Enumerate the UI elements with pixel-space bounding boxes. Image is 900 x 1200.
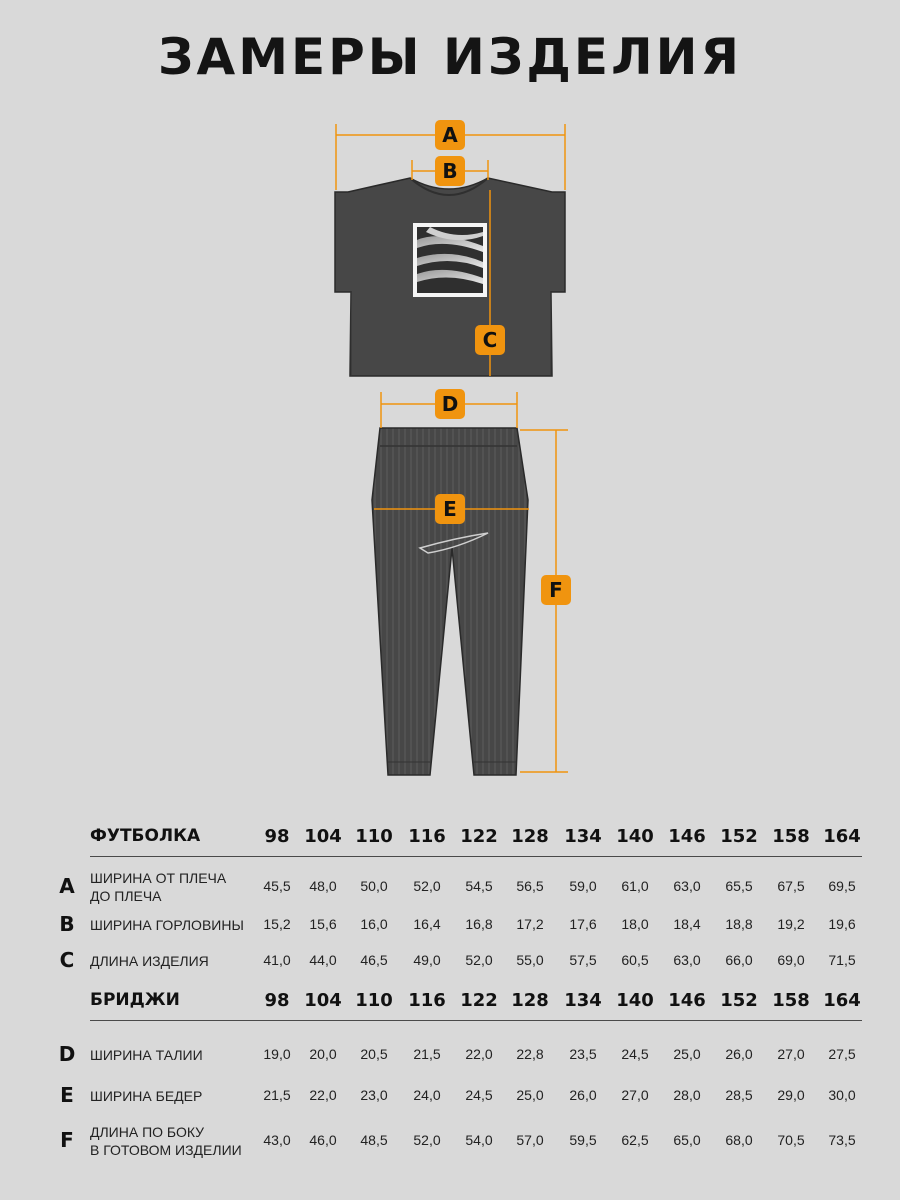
table-cell: 43,0 xyxy=(263,1132,291,1148)
size-header: 110 xyxy=(355,826,393,847)
row-label: ШИРИНА ГОРЛОВИНЫ xyxy=(90,917,244,933)
table-cell: 23,0 xyxy=(360,1087,388,1103)
table-cell: 45,5 xyxy=(263,878,291,894)
size-header: 122 xyxy=(460,826,498,847)
table-cell: 20,0 xyxy=(309,1046,337,1062)
table-cell: 30,0 xyxy=(828,1087,856,1103)
size-header: 98 xyxy=(264,990,290,1011)
table-cell: 56,5 xyxy=(516,878,544,894)
table-cell: 18,0 xyxy=(621,916,649,932)
table-cell: 69,0 xyxy=(777,952,805,968)
size-header: 116 xyxy=(408,990,446,1011)
table-cell: 21,5 xyxy=(263,1087,291,1103)
table-cell: 52,0 xyxy=(465,952,493,968)
table-cell: 73,5 xyxy=(828,1132,856,1148)
row-letter: E xyxy=(60,1083,74,1107)
table-cell: 17,6 xyxy=(569,916,597,932)
svg-text:A: A xyxy=(442,123,458,147)
table-cell: 65,5 xyxy=(725,878,753,894)
table-cell: 26,0 xyxy=(569,1087,597,1103)
size-header: 104 xyxy=(304,826,342,847)
breeches-drawing xyxy=(372,428,528,775)
page-title: ЗАМЕРЫ ИЗДЕЛИЯ xyxy=(158,28,742,86)
size-header: 128 xyxy=(511,826,549,847)
row-letter: B xyxy=(59,912,75,936)
size-header: 140 xyxy=(616,990,654,1011)
table-cell: 18,4 xyxy=(673,916,701,932)
table-cell: 16,8 xyxy=(465,916,493,932)
tshirt-name: ФУТБОЛКА xyxy=(90,826,201,846)
row-letter: D xyxy=(58,1042,76,1066)
table-cell: 67,5 xyxy=(777,878,805,894)
size-header: 110 xyxy=(355,990,393,1011)
table-cell: 17,2 xyxy=(516,916,544,932)
table-cell: 26,0 xyxy=(725,1046,753,1062)
size-header: 116 xyxy=(408,826,446,847)
breeches-header xyxy=(90,990,862,1021)
size-header: 104 xyxy=(304,990,342,1011)
table-cell: 28,5 xyxy=(725,1087,753,1103)
table-cell: 18,8 xyxy=(725,916,753,932)
marker-f xyxy=(541,575,571,605)
marker-b xyxy=(435,156,465,186)
table-cell: 24,5 xyxy=(621,1046,649,1062)
table-cell: 69,5 xyxy=(828,878,856,894)
row-letter: A xyxy=(59,874,75,898)
marker-c xyxy=(475,325,505,355)
size-header: 146 xyxy=(668,990,706,1011)
size-header: 134 xyxy=(564,990,602,1011)
size-header: 164 xyxy=(823,990,861,1011)
table-cell: 71,5 xyxy=(828,952,856,968)
svg-text:D: D xyxy=(441,392,459,416)
table-cell: 63,0 xyxy=(673,878,701,894)
table-cell: 68,0 xyxy=(725,1132,753,1148)
row-letter: C xyxy=(59,948,75,972)
size-header: 152 xyxy=(720,826,758,847)
svg-text:F: F xyxy=(549,578,563,602)
svg-text:C: C xyxy=(482,328,498,352)
table-cell: 66,0 xyxy=(725,952,753,968)
marker-a xyxy=(435,120,465,150)
table-cell: 23,5 xyxy=(569,1046,597,1062)
size-header: 164 xyxy=(823,826,861,847)
table-cell: 15,6 xyxy=(309,916,337,932)
table-cell: 16,0 xyxy=(360,916,388,932)
size-header: 158 xyxy=(772,826,810,847)
table-cell: 49,0 xyxy=(413,952,441,968)
table-cell: 24,5 xyxy=(465,1087,493,1103)
table-cell: 61,0 xyxy=(621,878,649,894)
size-header: 152 xyxy=(720,990,758,1011)
table-cell: 57,0 xyxy=(516,1132,544,1148)
tshirt-drawing xyxy=(335,178,565,376)
size-header: 98 xyxy=(264,826,290,847)
table-cell: 48,5 xyxy=(360,1132,388,1148)
size-header: 140 xyxy=(616,826,654,847)
table-cell: 55,0 xyxy=(516,952,544,968)
row-letter: F xyxy=(60,1128,74,1152)
table-cell: 24,0 xyxy=(413,1087,441,1103)
table-cell: 15,2 xyxy=(263,916,291,932)
row-label: ШИРИНА ОТ ПЛЕЧА ДО ПЛЕЧА xyxy=(90,870,227,904)
row-label: ДЛИНА ИЗДЕЛИЯ xyxy=(90,953,209,969)
marker-d xyxy=(435,389,465,419)
table-cell: 20,5 xyxy=(360,1046,388,1062)
table-cell: 70,5 xyxy=(777,1132,805,1148)
table-cell: 46,0 xyxy=(309,1132,337,1148)
row-label: ШИРИНА ТАЛИИ xyxy=(90,1047,203,1063)
table-cell: 19,2 xyxy=(777,916,805,932)
table-cell: 25,0 xyxy=(673,1046,701,1062)
table-cell: 19,0 xyxy=(263,1046,291,1062)
size-header: 128 xyxy=(511,990,549,1011)
table-cell: 16,4 xyxy=(413,916,441,932)
table-cell: 25,0 xyxy=(516,1087,544,1103)
table-cell: 41,0 xyxy=(263,952,291,968)
table-cell: 22,0 xyxy=(465,1046,493,1062)
table-cell: 52,0 xyxy=(413,1132,441,1148)
size-header: 122 xyxy=(460,990,498,1011)
table-cell: 48,0 xyxy=(309,878,337,894)
table-cell: 52,0 xyxy=(413,878,441,894)
size-header: 158 xyxy=(772,990,810,1011)
svg-text:B: B xyxy=(442,159,458,183)
tshirt-header xyxy=(90,826,862,857)
table-cell: 22,8 xyxy=(516,1046,544,1062)
table-cell: 21,5 xyxy=(413,1046,441,1062)
table-cell: 22,0 xyxy=(309,1087,337,1103)
table-cell: 27,0 xyxy=(777,1046,805,1062)
table-cell: 54,5 xyxy=(465,878,493,894)
svg-text:E: E xyxy=(443,497,457,521)
table-cell: 65,0 xyxy=(673,1132,701,1148)
table-cell: 27,5 xyxy=(828,1046,856,1062)
table-cell: 27,0 xyxy=(621,1087,649,1103)
table-cell: 59,5 xyxy=(569,1132,597,1148)
table-cell: 50,0 xyxy=(360,878,388,894)
table-cell: 29,0 xyxy=(777,1087,805,1103)
table-cell: 57,5 xyxy=(569,952,597,968)
table-cell: 54,0 xyxy=(465,1132,493,1148)
breeches-name: БРИДЖИ xyxy=(90,990,180,1010)
table-cell: 46,5 xyxy=(360,952,388,968)
table-cell: 19,6 xyxy=(828,916,856,932)
size-header: 146 xyxy=(668,826,706,847)
table-cell: 60,5 xyxy=(621,952,649,968)
row-label: ДЛИНА ПО БОКУ В ГОТОВОМ ИЗДЕЛИИ xyxy=(90,1124,242,1158)
table-cell: 62,5 xyxy=(621,1132,649,1148)
table-cell: 44,0 xyxy=(309,952,337,968)
row-label: ШИРИНА БЕДЕР xyxy=(90,1088,203,1104)
marker-e xyxy=(435,494,465,524)
size-header: 134 xyxy=(564,826,602,847)
table-cell: 59,0 xyxy=(569,878,597,894)
table-cell: 28,0 xyxy=(673,1087,701,1103)
table-cell: 63,0 xyxy=(673,952,701,968)
